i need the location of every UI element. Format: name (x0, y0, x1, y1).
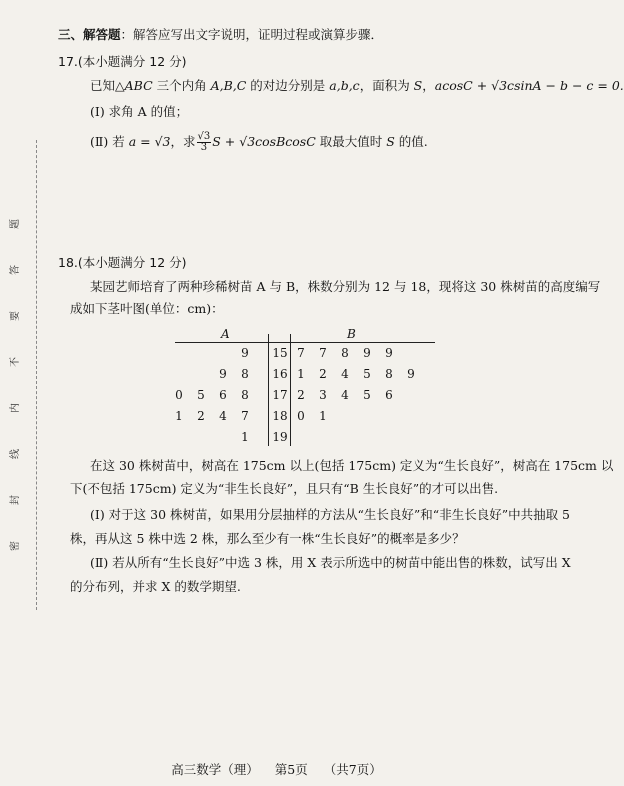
leaf-b: 7 (319, 346, 327, 360)
q17-sides: a,b,c (329, 78, 360, 93)
q17-frac-den: 3 (200, 142, 208, 153)
footer-total: （共7页） (323, 762, 382, 777)
leaf-b: 2 (319, 367, 327, 381)
leaf-a: 2 (197, 409, 205, 423)
leaf-b: 4 (341, 388, 349, 402)
binding-line (36, 140, 37, 610)
binding-char: 要 (10, 311, 21, 321)
q17-part1: (Ⅰ) 求角 A 的值； (90, 104, 189, 119)
stem-leaf-plot (175, 324, 435, 450)
q17-header (58, 54, 187, 70)
q18-condition-line1: 在这 30 株树苗中，树高在 175cm 以上(包括 175cm) 定义为“生长良好”，树高在 175cm 以 (90, 458, 614, 473)
binding-char: 内 (10, 403, 21, 413)
q18-stem-line1: 某园艺师培育了两种珍稀树苗 A 与 B，株数分别为 12 与 18，现将这 30 株树苗的高度编写 (90, 279, 601, 294)
leaf-b: 0 (297, 409, 305, 423)
leaf-b: 7 (297, 346, 305, 360)
footer-subject: 高三数学（理） (171, 762, 259, 777)
leaf-b: 1 (297, 367, 305, 381)
q17-part2-text2: ，求 (170, 134, 196, 149)
q18-header (58, 255, 187, 271)
q17-fraction (197, 132, 212, 153)
page-footer (0, 760, 553, 778)
q18-part2-line2: 的分布列，并求 X 的数学期望. (70, 579, 241, 594)
binding-char: 题 (10, 219, 21, 229)
leaf-a: 8 (241, 367, 249, 381)
leaf-a: 1 (241, 430, 249, 444)
footer-page: 第5页 (274, 762, 308, 777)
leaf-a: 5 (197, 388, 205, 402)
leaf-b: 8 (341, 346, 349, 360)
leaf-a: 1 (175, 409, 183, 423)
leaf-b: 4 (341, 367, 349, 381)
q17-stem-text4: ，面积为 (359, 78, 414, 93)
leaf-b: 6 (385, 388, 393, 402)
leaf-a: 6 (219, 388, 227, 402)
leaf-a: 0 (175, 388, 183, 402)
binding-char: 线 (10, 449, 21, 459)
stem-leaf-top-rule (175, 342, 435, 343)
leaf-a: 4 (219, 409, 227, 423)
q18-points: (本小题满分 12 分) (77, 255, 187, 270)
section-title: 三、解答题 (58, 27, 121, 42)
section-instruction: ：解答应写出文字说明，证明过程或演算步骤． (120, 27, 384, 42)
leaf-b: 9 (363, 346, 371, 360)
binding-char: 密 (10, 541, 21, 551)
q18-part1-line2: 株，再从这 5 株中选 2 株，那么至少有一株“生长良好”的概率是多少？ (70, 531, 465, 546)
stem-leaf-row (175, 365, 435, 386)
q17-stem (90, 78, 624, 94)
leaf-a: 9 (219, 367, 227, 381)
section-heading (58, 27, 383, 43)
leaf-b: 9 (407, 367, 415, 381)
q17-part2-text4: 的值. (394, 134, 428, 149)
q17-part2-text: (Ⅱ) 若 (90, 134, 129, 149)
q17-part2-cond: a = √3 (128, 134, 171, 149)
leaf-a: 9 (241, 346, 249, 360)
leaf-b: 2 (297, 388, 305, 402)
q17-part2-text3: 取最大值时 (315, 134, 387, 149)
leaf-a: 7 (241, 409, 249, 423)
stem-leaf-row (175, 386, 435, 407)
q17-stem-text2: 三个内角 (152, 78, 211, 93)
stem-value: 17 (272, 388, 288, 402)
leaf-b: 5 (363, 388, 371, 402)
binding-char: 封 (10, 495, 21, 505)
leaf-b: 5 (363, 367, 371, 381)
q18-part2-line1: (Ⅱ) 若从所有“生长良好”中选 3 株，用 X 表示所选中的树苗中能出售的株数，试写出 X (90, 555, 571, 570)
q17-comma: ， (422, 78, 435, 93)
stem-leaf-row (175, 344, 435, 365)
binding-char: 答 (10, 265, 21, 275)
leaf-b: 9 (385, 346, 393, 360)
leaf-a: 8 (241, 388, 249, 402)
stem-leaf-label-a: A (221, 327, 230, 341)
stem-value: 16 (272, 367, 288, 381)
stem-leaf-row (175, 407, 435, 428)
q18-number: 18. (58, 255, 78, 270)
stem-leaf-label-b: B (347, 327, 356, 341)
q17-number: 17. (58, 54, 78, 69)
q17-part2 (90, 132, 428, 153)
q17-triangle: △ABC (115, 78, 153, 93)
q17-area: S (413, 78, 423, 93)
stem-leaf-row (175, 428, 435, 449)
q17-stem-text: 已知 (90, 78, 116, 93)
stem-value: 18 (272, 409, 288, 423)
q17-part2-s: S (386, 134, 395, 149)
q17-equation: acosC + √3csinA − b − c = 0. (434, 78, 624, 93)
q18-part1-line1: (Ⅰ) 对于这 30 株树苗，如果用分层抽样的方法从“生长良好”和“非生长良好”中共抽取 5 (90, 507, 571, 522)
q17-part2-expr: S + √3cosBcosC (212, 134, 316, 149)
q18-condition-line2: 下(不包括 175cm) 定义为“非生长良好”，且只有“B 生长良好”的才可以出售. (70, 481, 499, 496)
q17-angles: A,B,C (210, 78, 247, 93)
leaf-b: 8 (385, 367, 393, 381)
stem-value: 15 (272, 346, 288, 360)
leaf-b: 1 (319, 409, 327, 423)
leaf-b: 3 (319, 388, 327, 402)
q17-stem-text3: 的对边分别是 (246, 78, 330, 93)
q17-points: (本小题满分 12 分) (77, 54, 187, 69)
binding-char: 不 (10, 357, 21, 367)
q17-frac-num: √3 (197, 131, 211, 142)
binding-text (9, 200, 25, 560)
stem-value: 19 (272, 430, 288, 444)
q18-stem-line2: 成如下茎叶图(单位：cm)： (70, 301, 224, 316)
